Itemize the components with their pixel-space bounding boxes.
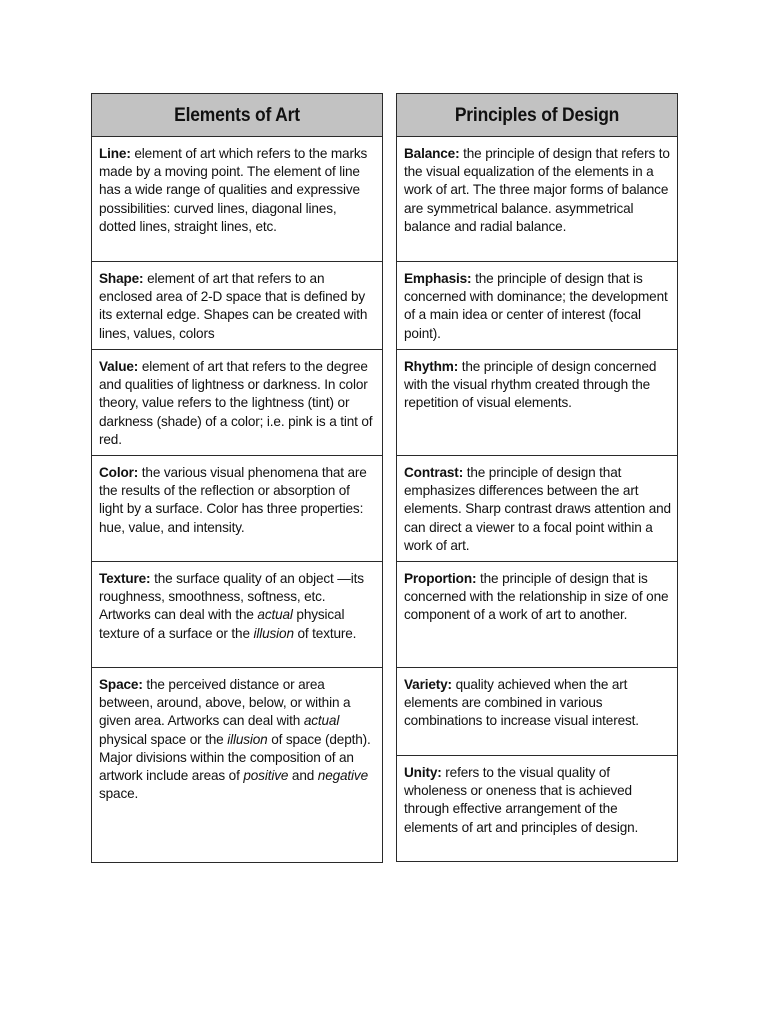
definition-balance: the principle of design that refers to the visual equalization of the elements in a work of art. The three major forms of balance are symmetrical balance. asymmetrical balance and radial balance.: [404, 146, 670, 234]
term-shape: Shape: [99, 271, 140, 286]
element-color: Color: the various visual phenomena that are the results of the reflection or absorption of light by a surface. Color has three properties: hue, value, and intensity.: [92, 456, 382, 562]
principles-header: [397, 94, 677, 137]
principles-title: Principles of Design: [454, 104, 620, 126]
definition-unity: refers to the visual quality of wholeness or oneness that is achieved through effective arrangement of the elements of art and principles of design.: [404, 765, 639, 835]
principle-contrast: Contrast: the principle of design that emphasizes differences between the art elements. Sharp contrast draws attention and can direct a viewer to a focal point within a work of art.: [397, 456, 677, 562]
emphasis-actual: actual: [257, 607, 293, 623]
term-balance: Balance: [404, 146, 456, 161]
emphasis-illusion: illusion: [227, 731, 268, 747]
definition-space-4: and: [291, 768, 315, 784]
emphasis-positive: positive: [243, 768, 289, 784]
element-shape: Shape: element of art that refers to an enclosed area of 2-D space that is defined by its external edge. Shapes can be created with lines, values, colors: [92, 262, 382, 350]
definition-texture-1: the surface quality of an object —its roughness, smoothness, softness, etc. Artworks can deal with the: [99, 571, 364, 623]
definition-shape: element of art that refers to an enclosed area of 2-D space that is defined by its external edge. Shapes can be created with lines, values, colors: [99, 271, 368, 341]
term-value: Value: [99, 359, 134, 374]
definition-emphasis: the principle of design that is concerned with dominance; the development of a main idea or center of interest (focal point).: [404, 271, 668, 341]
elements-title: Elements of Art: [174, 104, 300, 126]
definition-rhythm: the principle of design concerned with the visual rhythm created through the repetition of visual elements.: [404, 359, 657, 411]
definition-texture-2: physical texture of a surface or the: [99, 607, 345, 641]
definition-space-1: the perceived distance or area between, around, above, below, or within a given area. Artworks can deal with: [99, 677, 351, 729]
principle-rhythm: Rhythm: the principle of design concerned with the visual rhythm created through the repetition of visual elements.: [397, 350, 677, 456]
definition-texture-3: of texture.: [297, 625, 357, 641]
element-texture: Texture: the surface quality of an object —its roughness, smoothness, softness, etc. Artworks can deal with the actual physical texture of a surface or the illusion of texture.: [92, 562, 382, 668]
principle-variety: Variety: quality achieved when the art elements are combined in various combinations to increase visual interest.: [397, 668, 677, 756]
definition-color: the various visual phenomena that are the results of the reflection or absorption of light by a surface. Color has three properties: hue, value, and intensity.: [99, 465, 367, 535]
element-value: Value: element of art that refers to the degree and qualities of lightness or darkness. In color theory, value refers to the lightness (tint) or darkness (shade) of a color; i.e. pink is a tint of red.: [92, 350, 382, 456]
term-rhythm: Rhythm: [404, 359, 454, 374]
emphasis-illusion: illusion: [253, 625, 294, 641]
term-contrast: Contrast: [404, 465, 459, 480]
definition-space-2: physical space or the: [99, 731, 224, 747]
term-proportion: Proportion: [404, 571, 472, 586]
term-line: Line: [99, 146, 127, 161]
definition-variety: quality achieved when the art elements are combined in various combinations to increase visual interest.: [404, 677, 639, 729]
definition-value: element of art that refers to the degree and qualities of lightness or darkness. In color theory, value refers to the lightness (tint) or darkness (shade) of a color; i.e. pink is a tint of red.: [99, 359, 373, 447]
definition-space-3: of space (depth). Major divisions within the composition of an artwork include areas of: [99, 731, 371, 784]
emphasis-actual: actual: [303, 713, 340, 729]
principle-unity: Unity: refers to the visual quality of wholeness or oneness that is achieved through effective arrangement of the elements of art and principles of design.: [404, 765, 639, 835]
term-variety: Variety: [404, 677, 448, 692]
definition-line: element of art which refers to the marks made by a moving point. The element of line has a wide range of qualities and expressive possibilities: curved lines, diagonal lines, dotted lines, straight lines, etc.: [99, 146, 368, 234]
elements-header: [92, 94, 382, 137]
principles-of-design-table: [396, 93, 678, 862]
principle-balance: Balance: the principle of design that refers to the visual equalization of the elements in a work of art. The three major forms of balance are symmetrical balance. asymmetrical balance and radial balance.: [397, 137, 677, 262]
element-line: Line: element of art which refers to the marks made by a moving point. The element of line has a wide range of qualities and expressive possibilities: curved lines, diagonal lines, dotted lines, straight lines, etc.: [92, 137, 382, 262]
term-emphasis: Emphasis: [404, 271, 468, 286]
emphasis-negative: negative: [317, 768, 368, 784]
principle-proportion: Proportion: the principle of design that is concerned with the relationship in size of one component of a work of art to another.: [397, 562, 677, 668]
principle-emphasis: Emphasis: the principle of design that is concerned with dominance; the development of a main idea or center of interest (focal point).: [397, 262, 677, 350]
term-color: Color: [99, 465, 134, 480]
elements-of-art-table: [91, 93, 383, 863]
definition-proportion: the principle of design that is concerned with the relationship in size of one component of a work of art to another.: [404, 571, 669, 623]
definition-space-5: space.: [99, 786, 139, 802]
term-texture: Texture: [99, 571, 147, 586]
definition-contrast: the principle of design that emphasizes differences between the art elements. Sharp contrast draws attention and can direct a viewer to a focal point within a work of art.: [404, 465, 671, 553]
term-unity: Unity: [404, 765, 438, 780]
term-space: Space: [99, 677, 139, 692]
element-space: Space: the perceived distance or area between, around, above, below, or within a given area. Artworks can deal with actual physical space or the illusion of space (depth). Major divisions within the composition of an artwork include areas of positive and negative space.: [99, 677, 371, 802]
